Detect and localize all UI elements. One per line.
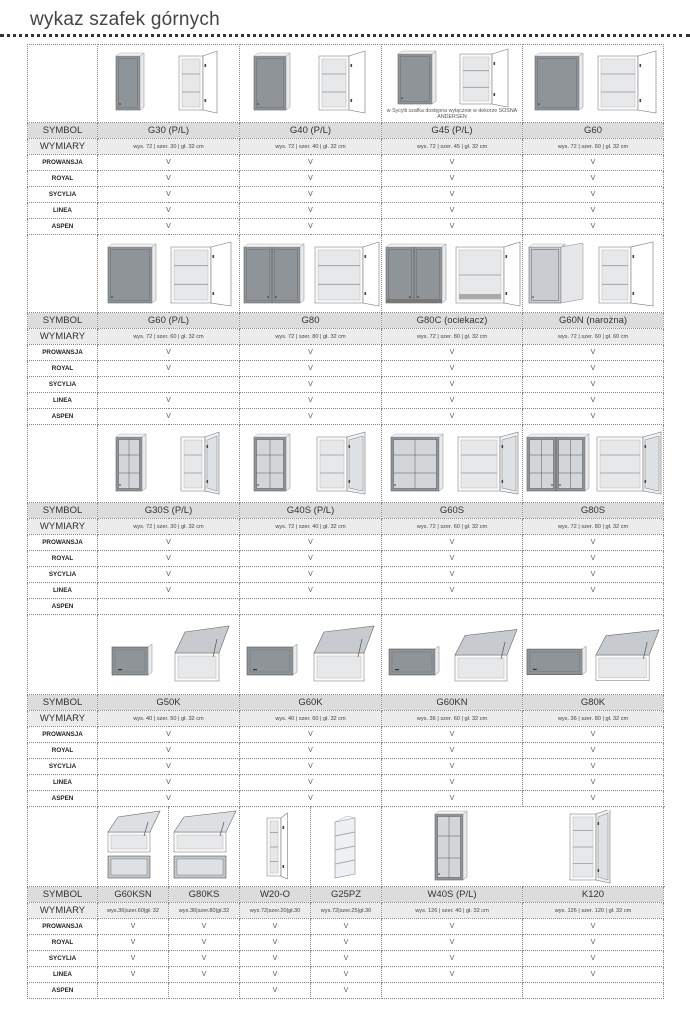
decor-label: ROYAL [28, 743, 98, 759]
availability-mark: V [98, 583, 240, 599]
availability-mark: V [311, 967, 382, 983]
availability-mark: V [98, 361, 240, 377]
dimensions-label: WYMIARY [28, 329, 98, 345]
availability-mark: V [523, 759, 664, 775]
image-row [28, 45, 664, 123]
cabinet-symbol: G80K [523, 695, 664, 711]
cabinet-closed-image [525, 239, 591, 309]
decor-label: ASPEN [28, 219, 98, 235]
image-row-label [28, 615, 98, 695]
cabinet-dimensions: wys. 36 | szer. 80 | gł. 32 cm [523, 711, 664, 727]
cabinet-open-image [454, 48, 518, 110]
availability-mark: V [98, 967, 169, 983]
cabinet-image-cell [382, 807, 664, 887]
cabinet-image-cell [240, 235, 382, 313]
availability-mark: V [523, 919, 664, 935]
availability-mark [382, 599, 523, 615]
availability-mark: V [382, 775, 523, 791]
cabinet-open-image [595, 239, 661, 309]
cabinet-dimensions: wys. 40 | szer. 50 | gł. 32 cm [98, 711, 240, 727]
cabinet-symbol: G40 (P/L) [240, 123, 382, 139]
cabinet-open-image [451, 625, 521, 685]
cabinet-dimensions: wys. 72 | szer. 60 | gł. 32 cm [382, 519, 523, 535]
cabinet-symbol: G40S (P/L) [240, 503, 382, 519]
cabinet-dimensions: wys. 126 | szer. 40 | gł. 32 cm [382, 903, 523, 919]
cabinet-symbol: G30 (P/L) [98, 123, 240, 139]
cabinet-image [321, 812, 371, 882]
availability-mark: V [523, 155, 664, 171]
availability-mark: V [98, 203, 240, 219]
cabinet-symbol: W40S (P/L) [382, 887, 523, 903]
image-row-label [28, 807, 98, 887]
decor-row [28, 155, 664, 171]
cabinet-symbol: G30S (P/L) [98, 503, 240, 519]
decor-row [28, 361, 664, 377]
availability-mark: V [382, 361, 523, 377]
availability-mark: V [98, 791, 240, 807]
decor-label: PROWANSJA [28, 727, 98, 743]
availability-mark: V [523, 775, 664, 791]
cabinet-closed-image [240, 239, 310, 309]
availability-mark: V [311, 919, 382, 935]
cabinet-open-image [313, 50, 377, 118]
image-row-label [28, 235, 98, 313]
availability-mark: V [240, 775, 382, 791]
image-row-label [28, 425, 98, 503]
cabinet-dimensions: wys. 72 | szer. 80 | gł. 32 cm [240, 329, 382, 345]
availability-mark: V [382, 345, 523, 361]
availability-mark: V [98, 219, 240, 235]
cabinet-open-image [454, 431, 520, 497]
cabinet-image-cell [240, 807, 311, 887]
availability-mark: V [98, 187, 240, 203]
availability-mark [523, 599, 664, 615]
availability-mark: V [98, 551, 240, 567]
availability-mark: V [523, 203, 664, 219]
symbol-row [28, 695, 664, 711]
availability-mark: V [98, 775, 240, 791]
image-row-label [28, 45, 98, 123]
availability-mark: V [382, 567, 523, 583]
availability-mark: V [382, 583, 523, 599]
dimensions-row [28, 903, 664, 919]
cabinet-dimensions: wys. 40 | szer. 60 | gł. 32 cm [240, 711, 382, 727]
symbol-label: SYMBOL [28, 695, 98, 711]
availability-mark: V [382, 203, 523, 219]
availability-mark [523, 983, 664, 999]
availability-mark: V [98, 951, 169, 967]
availability-mark: V [382, 409, 523, 425]
dimensions-row [28, 139, 664, 155]
availability-mark: V [382, 219, 523, 235]
decor-label: ASPEN [28, 409, 98, 425]
decor-row [28, 951, 664, 967]
cabinet-open-image [171, 431, 235, 497]
availability-mark: V [98, 171, 240, 187]
availability-mark: V [523, 361, 664, 377]
cabinet-open-image [311, 239, 381, 309]
availability-mark: V [240, 377, 382, 393]
availability-note: w Sycylii szafka dostępna wyłącznie w dekorze SOSNA ANDERSEN [386, 107, 518, 120]
availability-mark: V [98, 393, 240, 409]
cabinet-closed-image [523, 431, 593, 497]
image-row [28, 235, 664, 313]
cabinet-dimensions: wys. 72 | szer. 60 | gł. 32 cm [523, 139, 664, 155]
cabinet-closed-image [102, 431, 162, 497]
cabinet-image-cell [98, 235, 240, 313]
cabinet-image [170, 810, 238, 884]
availability-mark: V [523, 535, 664, 551]
availability-mark: V [240, 203, 382, 219]
cabinet-closed-image [421, 810, 481, 884]
availability-mark: V [382, 743, 523, 759]
cabinet-symbol: G25PZ [311, 887, 382, 903]
availability-mark: V [382, 393, 523, 409]
availability-mark: V [240, 171, 382, 187]
availability-mark: V [240, 535, 382, 551]
cabinet-open-image [592, 625, 663, 685]
decor-row [28, 759, 664, 775]
cabinet-dimensions: wys. 72 | szer. 30 | gł. 32 cm [98, 139, 240, 155]
availability-mark: V [98, 155, 240, 171]
availability-mark: V [240, 935, 311, 951]
cabinet-image-cell [382, 45, 523, 123]
symbol-label: SYMBOL [28, 503, 98, 519]
dimensions-label: WYMIARY [28, 139, 98, 155]
cabinet-open-image [592, 50, 662, 118]
availability-mark: V [240, 727, 382, 743]
page-title: wykaz szafek górnych [30, 9, 220, 30]
availability-mark: V [240, 567, 382, 583]
cabinet-image-cell [240, 45, 382, 123]
availability-mark: V [382, 171, 523, 187]
cabinet-image-cell [240, 615, 382, 695]
availability-mark: V [240, 951, 311, 967]
cabinet-symbol: G60 [523, 123, 664, 139]
availability-mark: V [240, 759, 382, 775]
decor-label: PROWANSJA [28, 919, 98, 935]
dimensions-row [28, 519, 664, 535]
availability-mark: V [523, 409, 664, 425]
dimensions-label: WYMIARY [28, 519, 98, 535]
decor-label: SYCYLIA [28, 377, 98, 393]
availability-mark: V [98, 727, 240, 743]
availability-mark: V [523, 551, 664, 567]
availability-mark [98, 599, 240, 615]
cabinet-image-cell [523, 615, 664, 695]
availability-mark: V [169, 951, 240, 967]
availability-mark: V [523, 583, 664, 599]
availability-mark: V [523, 345, 664, 361]
cabinet-closed-image [241, 625, 307, 685]
availability-mark: V [382, 759, 523, 775]
cabinet-closed-image [244, 431, 304, 497]
cabinet-image [100, 810, 166, 884]
decor-label: SYCYLIA [28, 187, 98, 203]
cabinet-closed-image [382, 239, 452, 309]
cabinet-dimensions: wys. 36 | szer. 60 | gł. 32 cm [382, 711, 523, 727]
decor-label: ROYAL [28, 171, 98, 187]
decor-label: PROWANSJA [28, 345, 98, 361]
availability-mark: V [240, 919, 311, 935]
cabinet-symbol: G80KS [169, 887, 240, 903]
cabinet-dimensions: wys. 72 | szer. 60 | gł. 32 cm [98, 329, 240, 345]
decor-row [28, 203, 664, 219]
symbol-row [28, 123, 664, 139]
decor-label: SYCYLIA [28, 567, 98, 583]
cabinet-image-cell [523, 425, 664, 503]
availability-mark: V [311, 935, 382, 951]
cabinet-open-image [169, 625, 235, 685]
decor-label: SYCYLIA [28, 951, 98, 967]
availability-mark: V [523, 187, 664, 203]
cabinet-symbol: G60N (narożna) [523, 313, 664, 329]
symbol-row [28, 887, 664, 903]
availability-mark: V [382, 155, 523, 171]
decor-row [28, 791, 664, 807]
symbol-label: SYMBOL [28, 887, 98, 903]
title-divider [0, 34, 690, 37]
availability-mark: V [98, 345, 240, 361]
availability-mark [169, 983, 240, 999]
cabinet-closed-image [100, 239, 164, 309]
cabinet-open-image [310, 625, 380, 685]
availability-mark: V [98, 919, 169, 935]
cabinet-symbol: G80C (ociekacz) [382, 313, 523, 329]
decor-row [28, 551, 664, 567]
decor-row [28, 345, 664, 361]
availability-mark: V [98, 743, 240, 759]
cabinet-open-image [311, 431, 377, 497]
availability-mark [240, 599, 382, 615]
cabinet-closed-image [244, 50, 304, 118]
availability-mark: V [240, 393, 382, 409]
availability-mark: V [240, 743, 382, 759]
cabinet-image-cell [382, 235, 523, 313]
cabinet-image-cell [311, 807, 382, 887]
decor-label: LINEA [28, 583, 98, 599]
decor-label: ASPEN [28, 983, 98, 999]
decor-label: ASPEN [28, 599, 98, 615]
availability-mark: V [240, 409, 382, 425]
cabinet-closed-image [525, 50, 589, 118]
symbol-row [28, 503, 664, 519]
availability-mark: V [240, 361, 382, 377]
cabinet-symbol: W20-O [240, 887, 311, 903]
decor-row [28, 187, 664, 203]
availability-mark: V [98, 409, 240, 425]
availability-mark: V [382, 919, 523, 935]
decor-row [28, 535, 664, 551]
cabinet-image [255, 812, 295, 882]
cabinet-dimensions: wys.72|szer.25|gł.30 [311, 903, 382, 919]
availability-mark: V [523, 791, 664, 807]
decor-row [28, 393, 664, 409]
availability-mark: V [523, 377, 664, 393]
availability-mark: V [382, 377, 523, 393]
cabinet-image-cell [523, 45, 664, 123]
decor-label: LINEA [28, 203, 98, 219]
cabinet-symbol: K120 [523, 887, 664, 903]
image-row [28, 807, 664, 887]
cabinet-image-cell [98, 45, 240, 123]
dimensions-label: WYMIARY [28, 903, 98, 919]
cabinet-image-cell [382, 615, 523, 695]
availability-mark: V [382, 551, 523, 567]
cabinet-open-image [593, 431, 663, 497]
availability-mark: V [98, 935, 169, 951]
availability-mark: V [382, 187, 523, 203]
decor-label: PROWANSJA [28, 155, 98, 171]
dimensions-row [28, 711, 664, 727]
cabinet-image-cell [382, 425, 523, 503]
cabinet-open-image [171, 50, 235, 118]
cabinet-dimensions: wys. 72 | szer. 80 | gł. 32 cm [523, 519, 664, 535]
availability-mark: V [98, 567, 240, 583]
cabinet-closed-image [386, 48, 446, 110]
cabinet-symbol: G80S [523, 503, 664, 519]
image-row [28, 615, 664, 695]
decor-row [28, 583, 664, 599]
cabinet-image-cell [98, 615, 240, 695]
cabinet-symbol: G50K [98, 695, 240, 711]
decor-label: LINEA [28, 393, 98, 409]
cabinet-dimensions: wys. 126 | szer. 120 | gł. 32 cm [523, 903, 664, 919]
cabinet-dimensions: wys. 72 | szer. 45 | gł. 32 cm [382, 139, 523, 155]
availability-mark: V [523, 967, 664, 983]
decor-row [28, 743, 664, 759]
availability-mark [382, 983, 523, 999]
cabinet-open-image [167, 239, 237, 309]
cabinet-image-cell [240, 425, 382, 503]
symbol-label: SYMBOL [28, 123, 98, 139]
cabinet-symbol: G60 (P/L) [98, 313, 240, 329]
decor-row [28, 409, 664, 425]
availability-mark: V [311, 983, 382, 999]
decor-label: ROYAL [28, 361, 98, 377]
cabinet-dimensions: wys. 72 | szer. 40 | gł. 32 cm [240, 139, 382, 155]
symbol-row [28, 313, 664, 329]
availability-mark: V [523, 219, 664, 235]
availability-mark: V [240, 791, 382, 807]
cabinet-symbol: G60K [240, 695, 382, 711]
availability-mark: V [240, 219, 382, 235]
availability-mark: V [240, 187, 382, 203]
decor-row [28, 935, 664, 951]
decor-label: PROWANSJA [28, 535, 98, 551]
cabinet-symbol: G60KN [382, 695, 523, 711]
cabinet-dimensions: wys. 72 | szer. 80 | gł. 32 cm [382, 329, 523, 345]
availability-mark: V [382, 791, 523, 807]
availability-mark: V [169, 935, 240, 951]
cabinet-image-cell [98, 425, 240, 503]
availability-mark: V [382, 935, 523, 951]
availability-mark: V [523, 567, 664, 583]
cabinet-dimensions: wys.36|szer.80|gł.32 [169, 903, 240, 919]
cabinet-symbol: G80 [240, 313, 382, 329]
availability-mark: V [523, 171, 664, 187]
cabinet-dimensions: wys.36|szer.60|gł. 32 [98, 903, 169, 919]
decor-row [28, 967, 664, 983]
decor-row [28, 567, 664, 583]
availability-mark: V [240, 155, 382, 171]
availability-mark: V [523, 951, 664, 967]
availability-mark: V [169, 967, 240, 983]
availability-mark: V [240, 583, 382, 599]
cabinet-symbol: G45 (P/L) [382, 123, 523, 139]
availability-mark: V [240, 967, 311, 983]
decor-label: ROYAL [28, 551, 98, 567]
cabinet-closed-image [102, 625, 162, 685]
cabinet-dimensions: wys. 72 | szer. 30 | gł. 32 cm [98, 519, 240, 535]
cabinet-image-cell [523, 235, 664, 313]
cabinet-image-cell [169, 807, 240, 887]
cabinet-dimensions: wys. 72 | szer. 60 | gł. 60 cm [523, 329, 664, 345]
decor-label: LINEA [28, 775, 98, 791]
decor-row [28, 377, 664, 393]
availability-mark: V [240, 983, 311, 999]
availability-mark: V [523, 935, 664, 951]
decor-label: SYCYLIA [28, 759, 98, 775]
decor-label: LINEA [28, 967, 98, 983]
cabinet-open-image [452, 239, 522, 309]
decor-label: ASPEN [28, 791, 98, 807]
availability-mark: V [382, 727, 523, 743]
availability-mark: V [240, 345, 382, 361]
availability-mark: V [523, 743, 664, 759]
availability-mark [98, 377, 240, 393]
availability-mark: V [382, 967, 523, 983]
decor-row [28, 919, 664, 935]
availability-mark: V [98, 535, 240, 551]
decor-row [28, 775, 664, 791]
decor-row [28, 983, 664, 999]
cabinet-open-image [560, 810, 624, 884]
cabinet-symbol: G60S [382, 503, 523, 519]
decor-row [28, 599, 664, 615]
dimensions-label: WYMIARY [28, 711, 98, 727]
image-row [28, 425, 664, 503]
dimensions-row [28, 329, 664, 345]
cabinet-image-cell [98, 807, 169, 887]
availability-mark: V [169, 919, 240, 935]
symbol-label: SYMBOL [28, 313, 98, 329]
cabinet-table [27, 44, 664, 999]
decor-row [28, 171, 664, 187]
cabinet-closed-image [523, 625, 592, 685]
decor-row [28, 727, 664, 743]
availability-mark: V [382, 535, 523, 551]
availability-mark: V [98, 759, 240, 775]
availability-mark: V [523, 727, 664, 743]
cabinet-dimensions: wys.72|szer.20|gł.30 [240, 903, 311, 919]
cabinet-closed-image [102, 50, 162, 118]
decor-row [28, 219, 664, 235]
availability-mark [98, 983, 169, 999]
decor-label: ROYAL [28, 935, 98, 951]
availability-mark: V [382, 951, 523, 967]
cabinet-dimensions: wys. 72 | szer. 40 | gł. 32 cm [240, 519, 382, 535]
availability-mark: V [311, 951, 382, 967]
availability-mark: V [523, 393, 664, 409]
availability-mark: V [240, 551, 382, 567]
cabinet-closed-image [383, 625, 449, 685]
cabinet-symbol: G60KSN [98, 887, 169, 903]
cabinet-closed-image [385, 431, 449, 497]
